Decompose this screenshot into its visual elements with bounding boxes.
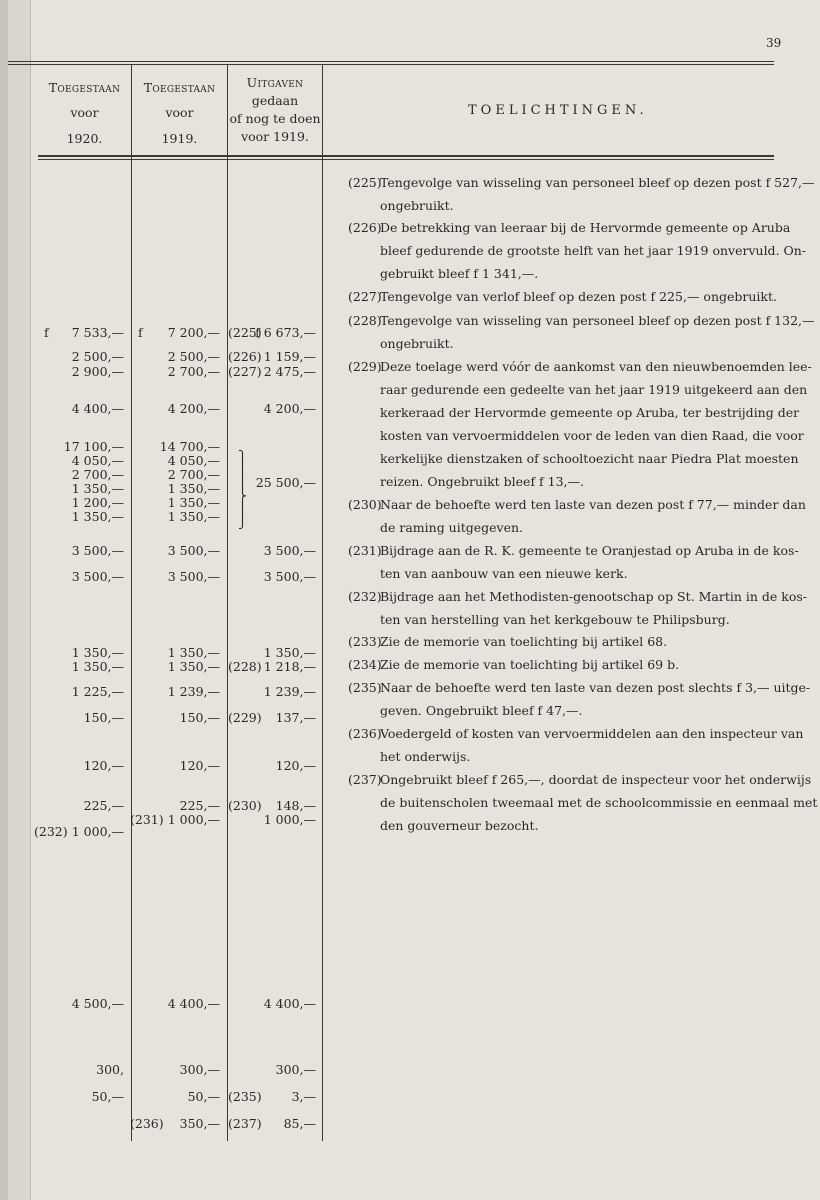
note-number: (231) [348,543,382,558]
amount-1919: 1 239,— [167,684,220,699]
amount-1920: 4 500,— [71,996,124,1011]
amount-1919: 1 350,— [167,659,220,674]
amount-uitgaven: 85,— [283,1116,316,1131]
note-number: (226) [348,220,382,235]
note-text-line: raar gedurende een gedeelte van het jaar 1919 uitgekeerd aan den [380,382,808,397]
amount-uitgaven: 1 218,— [263,659,316,674]
note-number: (236) [348,726,382,741]
note-reference: (236) [130,1116,164,1131]
amount-1919: 2 700,— [167,467,220,482]
header-col2-line1: Toegestaan [143,80,216,95]
note-text-line: de raming uitgegeven. [380,520,524,535]
top-rule-2 [8,64,774,65]
amount-1920: 4 400,— [71,401,124,416]
note-reference: (231) [130,812,164,827]
note-text-line: De betrekking van leeraar bij de Hervormde gemeente op Aruba [380,220,791,235]
note-text-line: reizen. Ongebruikt bleef f 13,—. [380,474,584,489]
header-col3-line3: of nog te doen [229,111,321,127]
note-text-line: geven. Ongebruikt bleef f 47,—. [380,703,583,718]
note-text-line: Tengevolge van wisseling van personeel bleef op dezen post f 132,— [380,313,815,328]
note-text-line: kerkeraad der Hervormde gemeente op Aruba, ter bestrijding der [380,405,800,420]
amount-1919: 1 350,— [167,481,220,496]
page-edge-line [30,0,31,1200]
header-col2-line3: 1919. [161,130,198,146]
amount-1920: 1 225,— [71,684,124,699]
grouping-brace: ⎫ ⎪ ⎪ ⎬ ⎪ ⎭ [238,450,247,529]
column-divider-1 [131,64,132,1141]
amount-1919: 120,— [179,758,220,773]
amount-uitgaven: 137,— [275,710,316,725]
note-reference: (232) [34,824,68,839]
amount-1920: 1 350,— [71,659,124,674]
amount-1920: 3 500,— [71,569,124,584]
note-number: (227) [348,289,382,304]
amount-uitgaven: 1 350,— [263,645,316,660]
amount-1919: 4 050,— [167,453,220,468]
amount-1920: 1 200,— [71,495,124,510]
amount-1919: 1 350,— [167,645,220,660]
note-text-line: Zie de memorie van toelichting bij artikel 69 b. [380,657,680,672]
note-text-line: kerkelijke dienstzaken of schooltoezicht naar Piedra Plat moesten [380,451,799,466]
amount-uitgaven: 4 400,— [263,996,316,1011]
header-col1-line3: 1920. [66,130,103,146]
amount-1919: 2 700,— [167,364,220,379]
note-text-line: Naar de behoefte werd ten laste van dezen post f 77,— minder dan [380,497,806,512]
note-reference: (237) [228,1116,262,1131]
note-text-line: ten van aanbouw van een nieuwe kerk. [380,566,628,581]
note-text-line: Voedergeld of kosten van vervoermiddelen aan den inspecteur van [380,726,804,741]
amount-uitgaven: 25 500,— [255,475,316,490]
amount-uitgaven: 2 475,— [263,364,316,379]
column-divider-3 [322,64,323,1141]
column-divider-2 [227,64,228,1141]
note-number: (228) [348,313,382,328]
amount-1919: 3 500,— [167,543,220,558]
amount-1919: 3 500,— [167,569,220,584]
note-text-line: het onderwijs. [380,749,471,764]
note-number: (232) [348,589,382,604]
amount-1920: 7 533,— [71,325,124,340]
amount-1919: 1 000,— [167,812,220,827]
amount-1920: 17 100,— [63,439,124,454]
amount-1920: 300, [96,1062,124,1077]
amount-uitgaven: 300,— [275,1062,316,1077]
note-reference: (228) [228,659,262,674]
note-text-line: Ongebruikt bleef f 265,—, doordat de inspecteur voor het onderwijs [380,772,812,787]
amount-1920: 150,— [83,710,124,725]
amount-1920: 1 350,— [71,509,124,524]
note-text-line: bleef gedurende de grootste helft van het jaar 1919 onvervuld. On- [380,243,807,258]
amount-1919: 1 350,— [167,509,220,524]
note-number: (234) [348,657,382,672]
note-text-line: ongebruikt. [380,336,454,351]
note-number: (230) [348,497,382,512]
amount-1920: 120,— [83,758,124,773]
header-toegestaan-1920 [38,78,131,148]
page-number: 39 [766,36,782,50]
amount-1920: 50,— [91,1089,124,1104]
amount-uitgaven: 3 500,— [263,543,316,558]
header-col3-line4: voor 1919. [241,129,309,145]
amount-1920: 1 350,— [71,481,124,496]
top-rule-1 [8,61,774,62]
currency-symbol: f [44,325,49,340]
amount-uitgaven: 3,— [291,1089,316,1104]
amount-uitgaven: 1 239,— [263,684,316,699]
amount-1919: 4 400,— [167,996,220,1011]
amount-1919: 1 350,— [167,495,220,510]
amount-uitgaven: 148,— [275,798,316,813]
note-text-line: Naar de behoefte werd ten laste van dezen post slechts f 3,— uitge- [380,680,811,695]
header-toegestaan-1919 [132,78,227,148]
amount-1919: 4 200,— [167,401,220,416]
note-reference: (229) [228,710,262,725]
note-text-line: de buitenscholen tweemaal met de schoolcommissie en eenmaal met [380,795,818,810]
note-text-line: Zie de memorie van toelichting bij artikel 68. [380,634,668,649]
amount-1919: 2 500,— [167,349,220,364]
note-reference: (227) [228,364,262,379]
amount-1920: 2 500,— [71,349,124,364]
note-reference: (230) [228,798,262,813]
note-text-line: ten van herstelling van het kerkgebouw te Philipsburg. [380,612,730,627]
note-number: (225) [348,175,382,190]
note-reference: (225) [228,325,262,340]
note-text-line: gebruikt bleef f 1 341,—. [380,266,539,281]
amount-uitgaven: 3 500,— [263,569,316,584]
note-text-line: den gouverneur bezocht. [380,818,539,833]
header-uitgaven [228,74,322,147]
note-number: (229) [348,359,382,374]
amount-1919: 350,— [179,1116,220,1131]
amount-1920: 1 000,— [71,824,124,839]
note-text-line: Tengevolge van wisseling van personeel bleef op dezen post f 527,— [380,175,815,190]
amount-uitgaven: 4 200,— [263,401,316,416]
note-text-line: Deze toelage werd vóór de aankomst van den nieuwbenoemden lee- [380,359,812,374]
note-number: (235) [348,680,382,695]
amount-uitgaven: 1 159,— [263,349,316,364]
amount-1919: 300,— [179,1062,220,1077]
amount-1920: 3 500,— [71,543,124,558]
note-text-line: ongebruikt. [380,198,454,213]
amount-1919: 14 700,— [159,439,220,454]
header-toelichtingen: TOELICHTINGEN. [468,103,648,118]
amount-1919: 150,— [179,710,220,725]
amount-1920: 2 700,— [71,467,124,482]
header-col3-line1: Uitgaven [246,75,304,90]
amount-uitgaven: 120,— [275,758,316,773]
amount-1919: 225,— [179,798,220,813]
currency-symbol: f [138,325,143,340]
note-reference: (226) [228,349,262,364]
document-page [8,0,820,1200]
amount-1920: 4 050,— [71,453,124,468]
note-text-line: Bijdrage aan de R. K. gemeente te Oranjestad op Aruba in de kos- [380,543,799,558]
header-col3-line2: gedaan [251,93,299,109]
page-edge [8,0,30,1200]
note-text-line: kosten van vervoermiddelen voor de leden van dien Raad, die voor [380,428,804,443]
header-col1-line2: voor [70,105,99,121]
note-reference: (235) [228,1089,262,1104]
amount-1920: 225,— [83,798,124,813]
amount-1920: 2 900,— [71,364,124,379]
note-number: (237) [348,772,382,787]
amount-uitgaven: 1 000,— [263,812,316,827]
amount-1919: 7 200,— [167,325,220,340]
header-rule-1 [38,155,774,157]
amount-uitgaven: f 6 673,— [255,325,316,340]
header-col1-line1: Toegestaan [48,80,121,95]
note-text-line: Bijdrage aan het Methodisten-genootschap op St. Martin in de kos- [380,589,807,604]
note-text-line: Tengevolge van verlof bleef op dezen post f 225,— ongebruikt. [380,289,777,304]
header-col2-line2: voor [165,105,194,121]
header-rule-2 [38,159,774,160]
amount-1920: 1 350,— [71,645,124,660]
note-number: (233) [348,634,382,649]
amount-1919: 50,— [187,1089,220,1104]
